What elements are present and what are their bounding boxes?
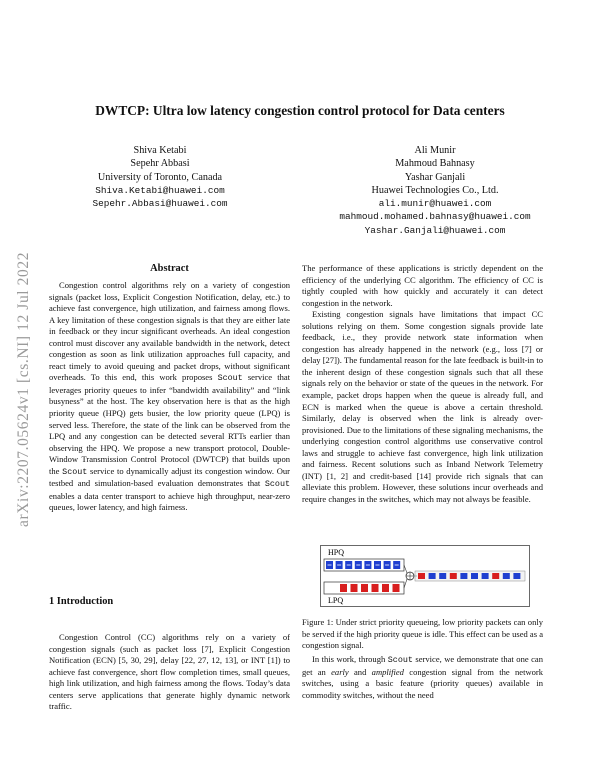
hpq-label: HPQ	[328, 548, 345, 557]
output-packet	[492, 573, 499, 579]
output-packet	[418, 573, 425, 579]
author-name: Sepehr Abbasi	[130, 158, 190, 170]
output-packet	[471, 573, 478, 579]
figure-1-priority-queue-diagram	[320, 545, 530, 607]
paper-title: DWTCP: Ultra low latency congestion control protocol for Data centers	[95, 103, 505, 118]
hpq-connector	[404, 565, 407, 573]
author-email: Yashar.Ganjali@huawei.com	[364, 224, 506, 236]
author-affiliation: University of Toronto, Canada	[97, 171, 223, 183]
lpq-packet	[382, 584, 389, 592]
emphasis: early	[331, 666, 349, 677]
caption-text: Figure 1: Under strict priority queueing, low priority packets can only be served if the high priority queue is idle. This effect can be used as a congestion signal.	[302, 617, 543, 651]
scout-code: Scout	[264, 479, 291, 490]
paragraph: Existing congestion signals have limitations that impact CC solutions relying on them. Some congestion signals provide late feedback, i.e., they provide network state information when congestion has already happened in the network (e.g., loss [7] or delay [27]). The fundamental reason for the late feedback is built-in to the inherent design of these congestion signals such that all these signals rely on the behavior or state of the queues in the network. For example, packet drops happen when the queue is already full, and ECN is marked when the queue is above a certain threshold. Similarly, delay is observed when the link is already over-provisioned. Due to the limitations of these signaling mechanisms, the underlying congestion control algorithms use conservative control laws and struggle to achieve fast convergence, high link utilization and fairness. Recent solutions such as Inband Network Telemetry (INT) [1, 2] and credit-based [14] provide rich signals that can alleviate this problem. However, these solutions incur overheads and require changes in the switches, which may not always be feasible.	[302, 309, 543, 504]
section-heading-introduction: 1 Introduction	[49, 596, 114, 607]
abstract-text: service that leverages priority queues to infer “bandwidth availability” and “link busyness” at the host. The key observation here is that as the high priority queue (HPQ) gets busier, the low priority queue (LPQ) is served less. Therefore, the state of the link can be observed from the LPQ and any congestion can be detected several RTTs earlier than observing the HPQ. We propose a new transport protocol, Double-Window Transmission Control Protocol (DWTCP) that builds upon the	[49, 372, 291, 476]
paragraph-text: service, we demonstrate that one can get an	[302, 654, 543, 677]
scout-code: Scout	[387, 655, 413, 665]
author-block-left	[50, 144, 270, 210]
output-link	[414, 571, 525, 581]
output-packet	[503, 573, 510, 579]
output-packet	[450, 573, 457, 579]
output-packet	[429, 573, 436, 579]
right-column-body-continued	[302, 654, 543, 701]
author-name: Yashar Ganjali	[404, 171, 466, 183]
lpq-queue	[324, 579, 407, 594]
lpq-packet	[351, 584, 358, 592]
introduction-body	[49, 632, 290, 713]
author-name: Mahmoud Bahnasy	[395, 158, 475, 170]
author-affiliation: Huawei Technologies Co., Ltd.	[371, 184, 499, 196]
output-packet	[513, 573, 520, 579]
abstract-text: enables a data center transport to achieve high throughput, near-zero queues, lower latency, and high fairness.	[49, 490, 290, 513]
author-block-right	[250, 144, 600, 237]
arxiv-sidebar-stamp: arXiv:2207.05624v1 [cs.NI] 12 Jul 2022	[15, 251, 32, 527]
abstract-heading: Abstract	[150, 263, 189, 274]
paragraph-text: and	[354, 666, 367, 677]
author-email: Shiva.Ketabi@huawei.com	[95, 184, 225, 196]
lpq-label: LPQ	[328, 596, 344, 605]
author-email: Sepehr.Abbasi@huawei.com	[92, 198, 228, 210]
paragraph: Congestion Control (CC) algorithms rely on a variety of congestion signals (such as packet loss [7], Explicit Congestion Notification (ECN) [5, 30, 29], delay [22, 27, 12, 13], or INT [1]) to achieve fast convergence, short flow completion times, small queues, high link utilization, and high fairness among the flows. Today’s data centers serve applications that generate highly dynamic network traffic.	[49, 632, 290, 712]
output-packet	[460, 573, 467, 579]
abstract-body	[49, 280, 290, 514]
lpq-packet	[361, 584, 368, 592]
lpq-packet	[393, 584, 400, 592]
figure-1-caption	[302, 617, 543, 652]
abstract-text: Congestion control algorithms rely on a variety of congestion signals (packet loss, Explicit Congestion Notification, delay, etc.) to achieve fast convergence, high utilization, and fairness among flows. A key limitation of these congestion signals is that they are either late in feedback or they incur significant overheads. An ideal congestion control must discover any available bandwidth in the network, detect congestion as soon as link utilization approaches full capacity, and react timely to avoid queuing and packet drops, without significant overheads. To this end, this work proposes	[49, 280, 290, 383]
output-packet	[482, 573, 489, 579]
paragraph-text: In this work, through	[312, 654, 386, 664]
lpq-connector	[404, 579, 407, 588]
scout-code: Scout	[217, 373, 243, 384]
paragraph-text: congestion signal from the network switches, using a basic feature (priority queues) available in commodity switches, without the need	[302, 666, 544, 700]
lpq-packet	[372, 584, 379, 592]
author-name: Ali Munir	[414, 145, 456, 156]
hpq-queue	[324, 559, 407, 573]
author-email: ali.munir@huawei.com	[378, 198, 492, 210]
lpq-packet	[340, 584, 347, 592]
output-packet	[439, 573, 446, 579]
paragraph: The performance of these applications is strictly dependent on the efficiency of the underlying CC algorithm. The efficiency of CC is tightly coupled with how quickly and accurately it can detect congestion in the network.	[302, 263, 543, 308]
scout-code: Scout	[62, 466, 88, 477]
emphasis: amplified	[371, 666, 404, 677]
right-column-body	[302, 263, 543, 505]
abstract-text: service to dynamically adjust its congestion window. Our testbed and simulation-based evaluation demonstrates that	[49, 465, 291, 489]
author-email: mahmoud.mohamed.bahnasy@huawei.com	[339, 211, 531, 223]
author-name: Shiva Ketabi	[133, 145, 187, 156]
